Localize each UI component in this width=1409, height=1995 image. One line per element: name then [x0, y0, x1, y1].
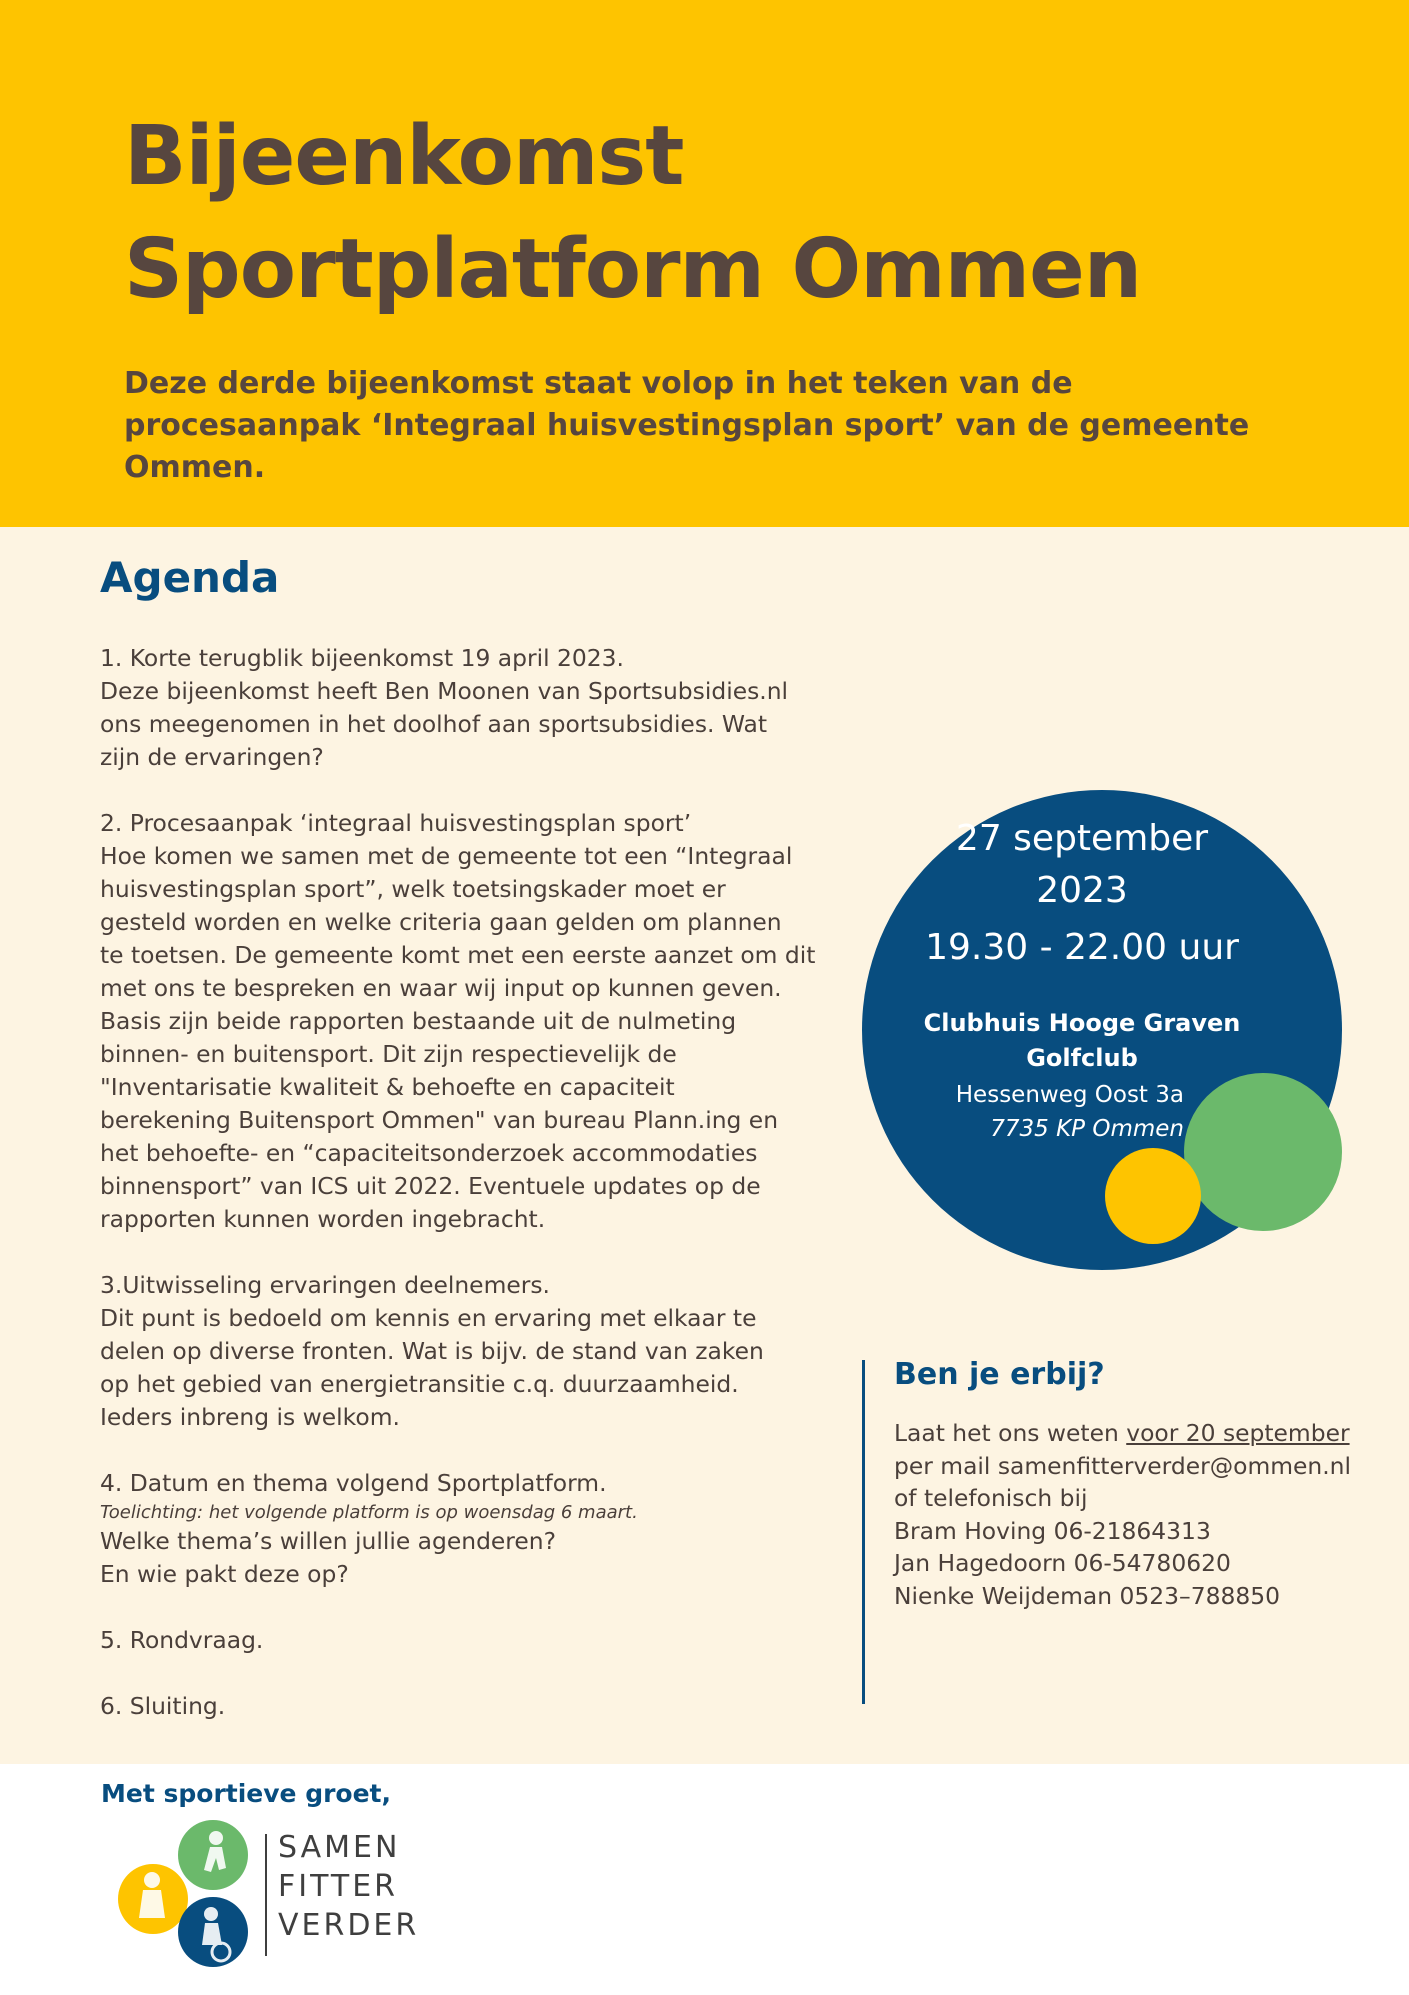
logo-athlete-head	[204, 1907, 218, 1921]
agenda-line: op het gebied van energietransitie c.q. duurzaamheid.	[100, 1370, 739, 1398]
rsvp-deadline: voor 20 september	[1126, 1419, 1350, 1447]
agenda-line: het behoefte- en “capaciteitsonderzoek accommodaties	[100, 1139, 758, 1167]
rsvp-block	[894, 1417, 1374, 1612]
closing-greeting: Met sportieve groet,	[101, 1779, 392, 1808]
event-address-city: 7735 KP Ommen	[990, 1116, 1184, 1142]
rsvp-email-line: per mail samenfitterverder@ommen.nl	[894, 1451, 1351, 1480]
agenda-item-2	[100, 807, 830, 1236]
title-line-2: Sportplatform Ommen	[124, 222, 1142, 317]
agenda-line: ons meegenomen in het doolhof aan sportsubsidies. Wat	[100, 710, 768, 738]
agenda-line: En wie pakt deze op?	[100, 1560, 349, 1588]
agenda-item-1	[100, 642, 830, 774]
logo-word: VERDER	[278, 1908, 420, 1943]
agenda-line: "Inventarisatie kwaliteit & behoefte en capaciteit	[100, 1073, 675, 1101]
agenda-line: delen op diverse fronten. Wat is bijv. de stand van zaken	[100, 1337, 764, 1365]
agenda-line: 3.Uitwisseling ervaringen deelnemers.	[100, 1271, 550, 1299]
page-title	[124, 100, 1141, 326]
agenda-line: Basis zijn beide rapporten bestaande uit de nulmeting	[100, 1007, 737, 1035]
event-address-street: Hessenweg Oost 3a	[955, 1082, 1184, 1108]
event-venue-club: Golfclub	[1026, 1044, 1138, 1072]
event-time: 19.30 - 22.00 uur	[925, 927, 1239, 968]
logo-runner-head	[209, 1831, 223, 1845]
logo-child-head	[144, 1872, 160, 1888]
logo-text	[278, 1828, 419, 1945]
decorative-yellow-circle	[1105, 1148, 1201, 1244]
agenda-line: Ieders inbreng is welkom.	[100, 1403, 400, 1431]
rsvp-line-1	[894, 1417, 1374, 1450]
agenda-line: 2. Procesaanpak ‘integraal huisvestingsplan sport’	[100, 809, 692, 837]
agenda-line: met ons te bespreken en waar wij input op kunnen geven.	[100, 974, 782, 1002]
agenda-line: berekening Buitensport Ommen" van bureau Plann.ing en	[100, 1106, 779, 1134]
agenda-line: binnen- en buitensport. Dit zijn respectievelijk de	[100, 1040, 677, 1068]
rsvp-contact: Bram Hoving 06-21864313	[894, 1516, 1211, 1545]
agenda-line: 6. Sluiting.	[100, 1692, 226, 1720]
decorative-green-circle	[1184, 1073, 1342, 1231]
logo-word: FITTER	[278, 1869, 399, 1904]
agenda-item-5	[100, 1624, 830, 1657]
logo-divider	[265, 1834, 267, 1956]
rsvp-heading: Ben je erbij?	[894, 1357, 1105, 1392]
agenda-list	[100, 642, 830, 1756]
agenda-line: huisvestingsplan sport”, welk toetsingskader moet er	[100, 875, 726, 903]
rsvp-divider	[862, 1360, 865, 1704]
logo-word: SAMEN	[278, 1830, 401, 1865]
rsvp-contact: Nienke Weijdeman 0523–788850	[894, 1581, 1281, 1610]
agenda-line: Dit punt is bedoeld om kennis en ervaring met elkaar te	[100, 1304, 757, 1332]
agenda-line: 1. Korte terugblik bijeenkomst 19 april 2023.	[100, 644, 624, 672]
rsvp-prefix: Laat het ons weten	[894, 1419, 1127, 1447]
agenda-line: gesteld worden en welke criteria gaan gelden om plannen	[100, 908, 782, 936]
rsvp-phone-intro: of telefonisch bij	[894, 1484, 1088, 1512]
page-subtitle: Deze derde bijeenkomst staat volop in het teken van de procesaanpak ‘Integraal huisvestingsplan sport’ van de gemeente Ommen.	[124, 366, 1250, 485]
agenda-line: Welke thema’s willen jullie agenderen?	[100, 1527, 557, 1555]
agenda-line: Hoe komen we samen met de gemeente tot een “Integraal	[100, 842, 793, 870]
agenda-line: Deze bijeenkomst heeft Ben Moonen van Sportsubsidies.nl	[100, 677, 789, 705]
title-line-1: Bijeenkomst	[124, 109, 684, 204]
agenda-item-6	[100, 1690, 830, 1723]
agenda-line: 5. Rondvraag.	[100, 1626, 264, 1654]
logo-child-body	[139, 1890, 165, 1918]
agenda-heading: Agenda	[100, 553, 280, 602]
agenda-line: 4. Datum en thema volgend Sportplatform.	[100, 1469, 607, 1497]
event-venue: Clubhuis Hooge Graven	[923, 1009, 1241, 1037]
agenda-item-3	[100, 1269, 830, 1434]
agenda-line: rapporten kunnen worden ingebracht.	[100, 1205, 546, 1233]
agenda-line: zijn de ervaringen?	[100, 743, 324, 771]
agenda-note: Toelichting: het volgende platform is op woensdag 6 maart.	[100, 1502, 638, 1523]
rsvp-contact: Jan Hagedoorn 06-54780620	[894, 1549, 1231, 1577]
event-year: 2023	[1036, 870, 1128, 911]
agenda-line: binnensport” van ICS uit 2022. Eventuele updates op de	[100, 1172, 761, 1200]
agenda-line: te toetsen. De gemeente komt met een eerste aanzet om dit	[100, 941, 816, 969]
agenda-item-4	[100, 1467, 830, 1591]
event-date: 27 september	[955, 818, 1209, 859]
